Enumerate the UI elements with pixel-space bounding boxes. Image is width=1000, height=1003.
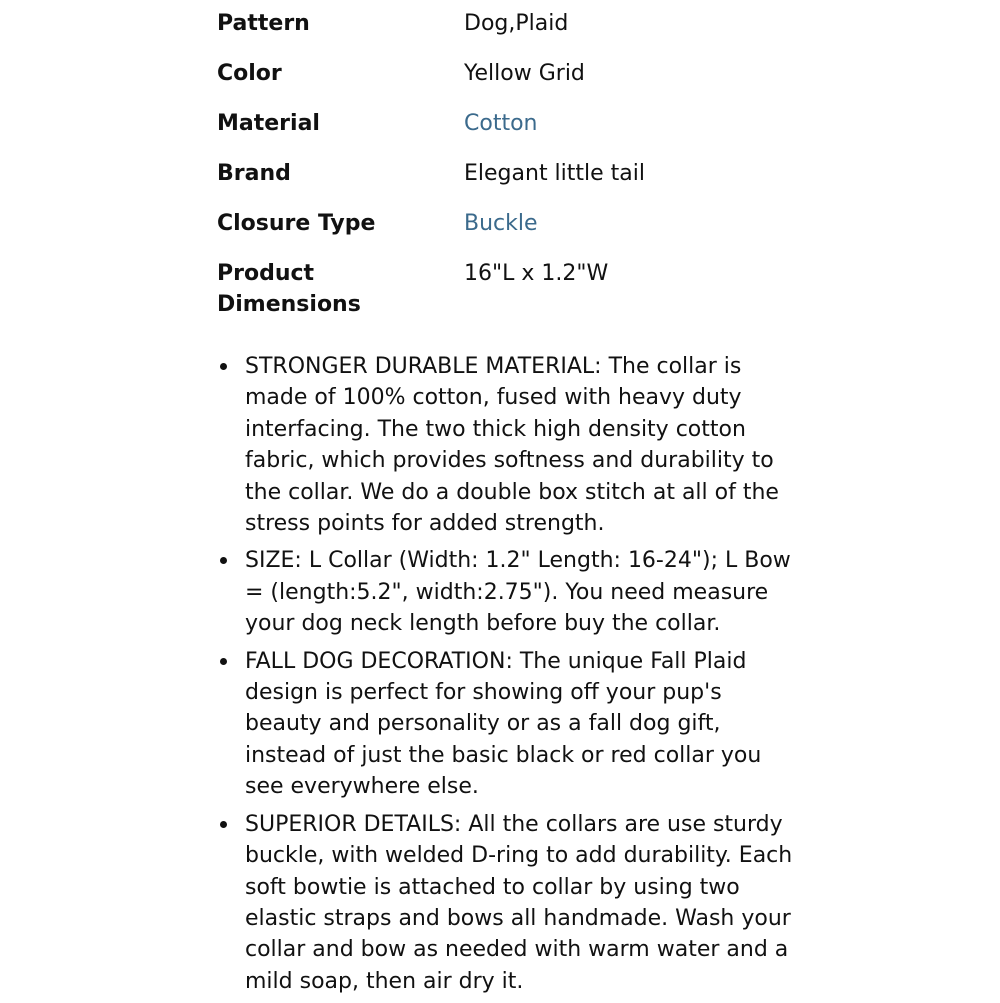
- spec-row-closure-type: [217, 208, 917, 239]
- feature-bullet-list: [217, 351, 797, 1003]
- spec-row-product-dimensions: [217, 258, 917, 320]
- list-item: [217, 351, 797, 539]
- spec-label: Material: [217, 111, 320, 136]
- spec-value-link[interactable]: Cotton: [464, 111, 538, 136]
- spec-row-color: [217, 58, 917, 89]
- spec-label: Closure Type: [217, 211, 376, 236]
- product-specs-table: [217, 8, 917, 339]
- list-item: [217, 809, 797, 997]
- bullet-icon: [220, 821, 227, 828]
- spec-value: Dog,Plaid: [464, 11, 569, 36]
- spec-row-brand: [217, 158, 917, 189]
- spec-value-link[interactable]: Buckle: [464, 211, 538, 236]
- bullet-text: SIZE: L Collar (Width: 1.2" Length: 16-24"); L Bow = (length:5.2", width:2.75"). You need measure your dog neck length before buy the collar.: [245, 548, 791, 637]
- spec-value: Elegant little tail: [464, 161, 646, 186]
- spec-row-material: [217, 108, 917, 139]
- list-item: [217, 545, 797, 639]
- spec-value: 16"L x 1.2"W: [464, 261, 609, 286]
- spec-label: Brand: [217, 161, 291, 186]
- bullet-text: FALL DOG DECORATION: The unique Fall Plaid design is perfect for showing off your pup's beauty and personality or as a fall dog gift, instead of just the basic black or red collar you see everywhere else.: [245, 648, 762, 800]
- bullet-icon: [220, 363, 227, 370]
- spec-value: Yellow Grid: [464, 61, 585, 86]
- bullet-text: STRONGER DURABLE MATERIAL: The collar is made of 100% cotton, fused with heavy duty interfacing. The two thick high density cotton fabric, which provides softness and durability to the collar. We do a double box stitch at all of the stress points for added strength.: [245, 354, 779, 537]
- spec-label: Pattern: [217, 11, 310, 36]
- bullet-icon: [220, 557, 227, 564]
- bullet-text: SUPERIOR DETAILS: All the collars are use sturdy buckle, with welded D-ring to add durability. Each soft bowtie is attached to collar by using two elastic straps and bows all handmade. Wash your collar and bow as needed with warm water and a mild soap, then air dry it.: [245, 811, 793, 994]
- bullet-icon: [220, 658, 227, 665]
- spec-label: Product Dimensions: [217, 261, 361, 317]
- list-item: [217, 646, 797, 803]
- spec-label: Color: [217, 61, 282, 86]
- spec-row-pattern: [217, 8, 917, 39]
